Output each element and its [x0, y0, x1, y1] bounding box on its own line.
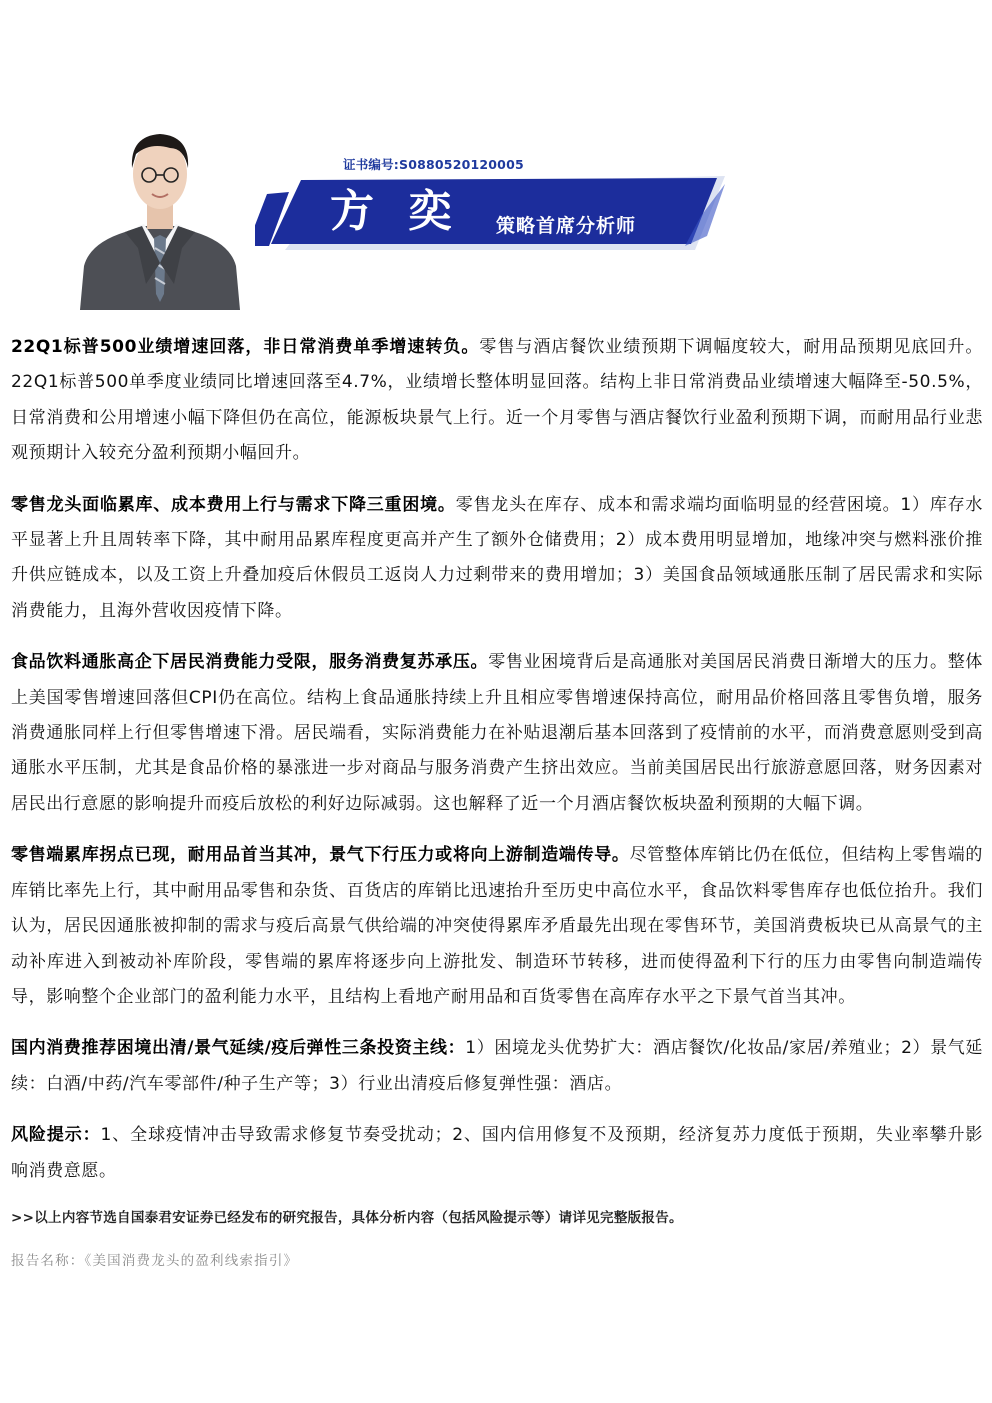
paragraph-inflation: [11, 645, 983, 822]
paragraph-heading: 零售端累库拐点已现，耐用品首当其冲，景气下行压力或将向上游制造端传导。: [11, 845, 630, 866]
paragraph-risk: [11, 1118, 983, 1189]
paragraph-body: 零售与酒店餐饮业绩预期下调幅度较大，耐用品预期见底回升。22Q1标普500单季度业绩同比增速回落至4.7%，业绩增长整体明显回落。结构上非日常消费品业绩增速大幅降至-50.5%，日常消费和公用增速小幅下降但仍在高位，能源板块景气上行。近一个月零售与酒店餐饮行业盈利预期下调，而耐用品行业悲观预期计入较充分盈利预期小幅回升。: [11, 337, 983, 464]
paragraph-heading: 风险提示：: [11, 1125, 101, 1146]
analyst-title: 策略首席分析师: [496, 215, 637, 237]
paragraph-heading: 22Q1标普500业绩增速回落，非日常消费单季增速转负。: [11, 337, 480, 357]
paragraph-retail-dilemma: [11, 488, 983, 630]
paragraph-heading: 食品饮料通胀高企下居民消费能力受限，服务消费复苏承压。: [11, 652, 489, 673]
paragraph-heading: 国内消费推荐困境出清/景气延续/疫后弹性三条投资主线：: [11, 1038, 466, 1059]
analyst-header: [0, 0, 992, 320]
paragraph-heading: 零售龙头面临累库、成本费用上行与需求下降三重困境。: [11, 494, 456, 515]
paragraph-inventory: [11, 838, 983, 1015]
paragraph-body: 零售业困境背后是高通胀对美国居民消费日渐增大的压力。整体上美国零售增速回落但CPI仍在高位。结构上食品通胀持续上升且相应零售增速保持高位，耐用品价格回落且零售负增，服务消费通胀同样上行但零售增速下滑。居民端看，实际消费能力在补贴退潮后基本回落到了疫情前的水平，而消费意愿则受到高通胀水平压制，尤其是食品价格的暴涨进一步对商品与服务消费产生挤出效应。当前美国居民出行旅游意愿回落，财务因素对居民出行意愿的影响提升而疫后放松的利好边际减弱。这也解释了近一个月酒店餐饮板块盈利预期的大幅下调。: [11, 652, 983, 814]
report-summary: [11, 330, 983, 1269]
paragraph-body: 尽管整体库销比仍在低位，但结构上零售端的库销比率先上行，其中耐用品零售和杂货、百货店的库销比迅速抬升至历史中高位水平，食品饮料零售库存也低位抬升。我们认为，居民因通胀被抑制的需求与疫后高景气供给端的冲突使得累库矛盾最先出现在零售环节，美国消费板块已从高景气的主动补库进入到被动补库阶段，零售端的累库将逐步向上游批发、制造环节转移，进而使得盈利下行的压力由零售向制造端传导，影响整个企业部门的盈利能力水平，且结构上看地产耐用品和百货零售在高库存水平之下景气首当其冲。: [11, 845, 984, 1007]
source-note: >>以上内容节选自国泰君安证券已经发布的研究报告，具体分析内容（包括风险提示等）请详见完整版报告。: [11, 1209, 683, 1226]
report-name: 报告名称：《美国消费龙头的盈利线索指引》: [11, 1252, 299, 1269]
name-banner: [255, 176, 725, 250]
paragraph-investment: [11, 1031, 983, 1102]
certificate-number: 证书编号:S0880520120005: [343, 157, 524, 172]
paragraph-body: 1、全球疫情冲击导致需求修复节奏受扰动；2、国内信用修复不及预期，经济复苏力度低于预期，失业率攀升影响消费意愿。: [11, 1125, 983, 1181]
analyst-name: 方奕: [330, 186, 486, 237]
paragraph-body: 1）困境龙头优势扩大：酒店餐饮/化妆品/家居/养殖业；2）景气延续：白酒/中药/汽车零部件/种子生产等；3）行业出清疫后修复弹性强：酒店。: [11, 1038, 983, 1094]
analyst-portrait-icon: [80, 98, 240, 310]
paragraph-performance: [11, 330, 983, 472]
paragraph-body: 零售龙头在库存、成本和需求端均面临明显的经营困境。1）库存水平显著上升且周转率下降，其中耐用品累库程度更高并产生了额外仓储费用；2）成本费用明显增加，地缘冲突与燃料涨价推升供应链成本，以及工资上升叠加疫后休假员工返岗人力过剩带来的费用增加；3）美国食品领域通胀压制了居民需求和实际消费能力，且海外营收因疫情下降。: [11, 494, 983, 621]
